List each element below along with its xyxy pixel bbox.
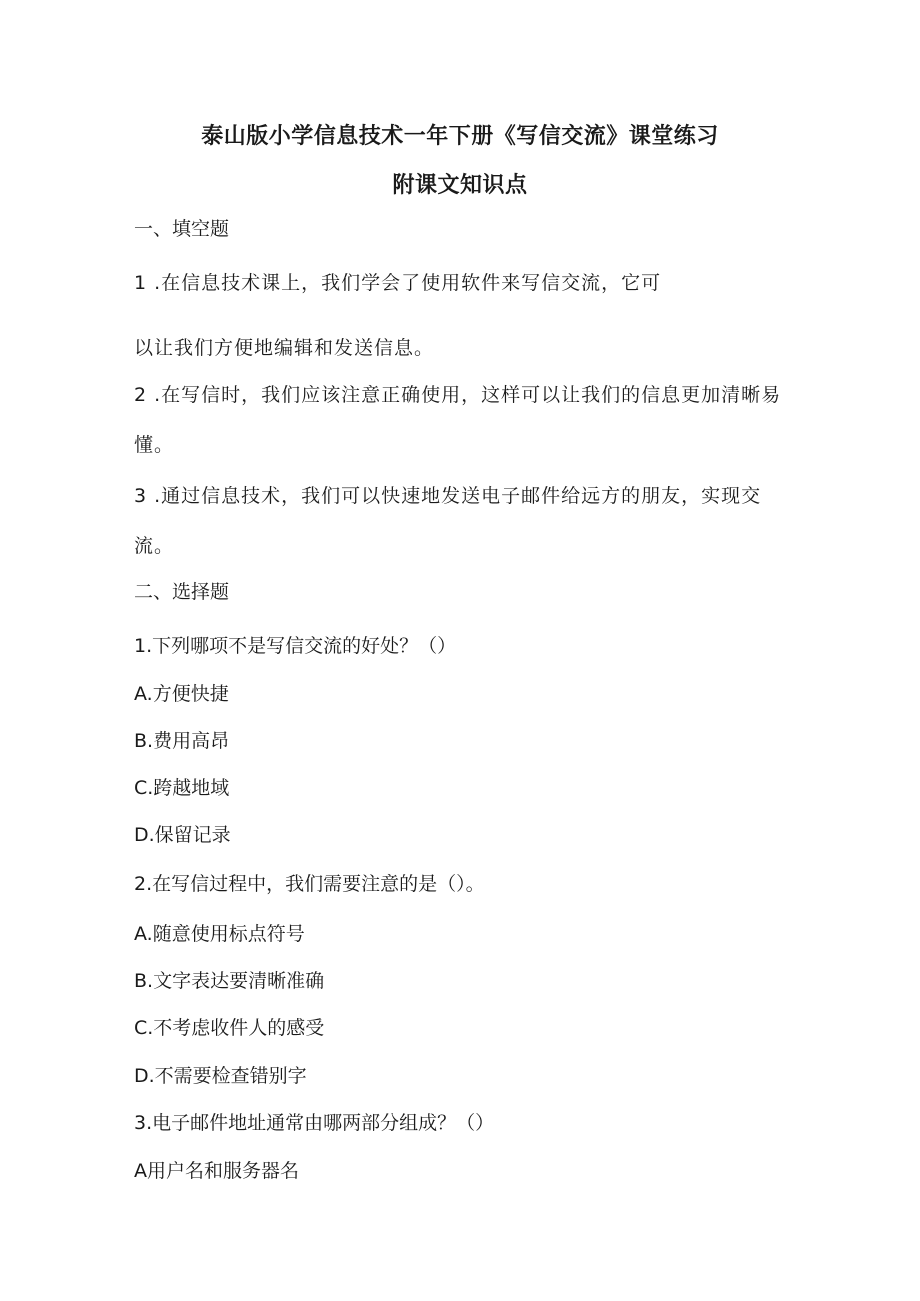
document-title: 泰山版小学信息技术一年下册《写信交流》课堂练习 bbox=[201, 124, 719, 149]
choice-question-2-option-c: C.不考虑收件人的感受 bbox=[134, 1017, 325, 1039]
fill-question-2-line-2: 懂。 bbox=[134, 434, 175, 456]
choice-question-3: 3.电子邮件地址通常由哪两部分组成？（） bbox=[134, 1112, 495, 1134]
choice-question-1-option-a: A.方便快捷 bbox=[134, 683, 229, 705]
section-heading-multiple-choice: 二、选择题 bbox=[134, 581, 230, 603]
document-subtitle: 附课文知识点 bbox=[392, 173, 528, 198]
choice-question-1: 1.下列哪项不是写信交流的好处？（） bbox=[134, 635, 457, 657]
choice-question-2-option-d: D.不需要检查错别字 bbox=[134, 1065, 307, 1087]
fill-question-3-line-2: 流。 bbox=[134, 535, 175, 557]
fill-question-3-line-1: 3 .通过信息技术，我们可以快速地发送电子邮件给远方的朋友，实现交 bbox=[134, 485, 762, 507]
choice-question-1-option-d: D.保留记录 bbox=[134, 824, 231, 846]
choice-question-1-option-b: B.费用高昂 bbox=[134, 730, 230, 752]
choice-question-1-option-c: C.跨越地域 bbox=[134, 777, 230, 799]
section-heading-fill-in: 一、填空题 bbox=[134, 218, 230, 240]
choice-question-3-option-a: A用户名和服务器名 bbox=[134, 1160, 299, 1182]
choice-question-2: 2.在写信过程中，我们需要注意的是（）。 bbox=[134, 873, 485, 895]
fill-question-1-line-2: 以让我们方便地编辑和发送信息。 bbox=[134, 337, 435, 359]
choice-question-2-option-a: A.随意使用标点符号 bbox=[134, 923, 305, 945]
fill-question-2-line-1: 2 .在写信时，我们应该注意正确使用，这样可以让我们的信息更加清晰易 bbox=[134, 384, 782, 406]
fill-question-1-line-1: 1 .在信息技术课上，我们学会了使用软件来写信交流，它可 bbox=[134, 272, 662, 294]
choice-question-2-option-b: B.文字表达要清晰准确 bbox=[134, 970, 325, 992]
